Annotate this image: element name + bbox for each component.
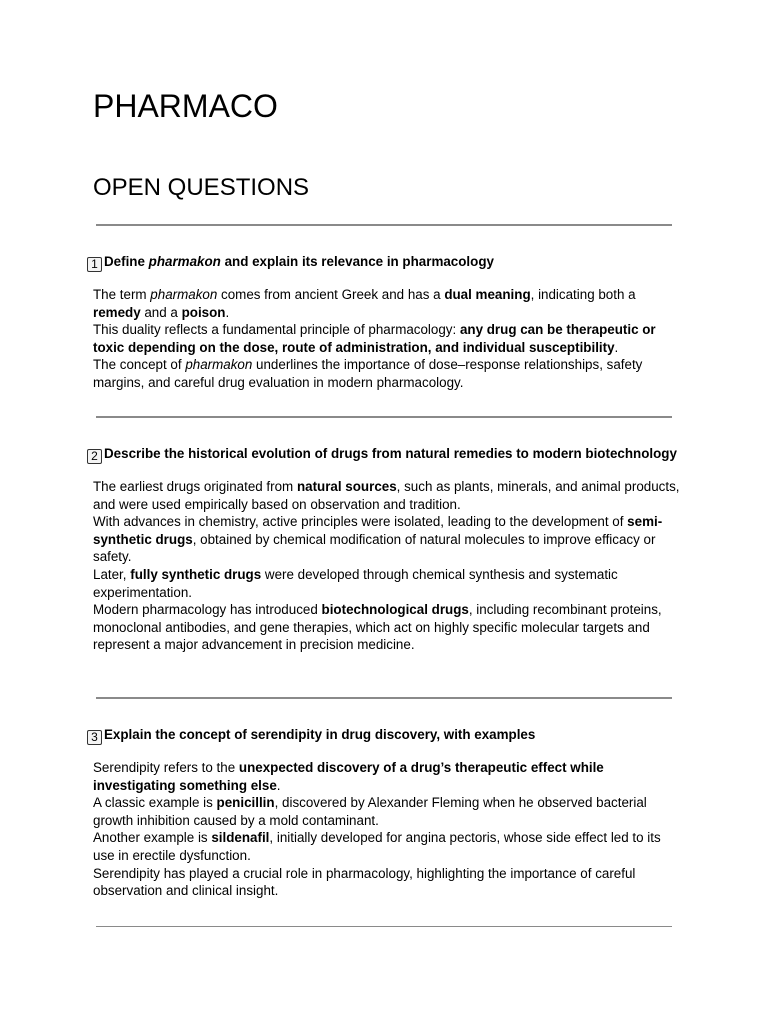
question-heading — [87, 445, 683, 464]
answer-paragraph — [93, 321, 683, 356]
text-run: Define — [104, 254, 149, 269]
bold-text: natural sources — [296, 479, 397, 494]
section-divider — [96, 416, 672, 418]
answer-paragraph — [93, 865, 683, 900]
answer-body — [93, 286, 683, 392]
question-number-badge: 1 — [87, 257, 102, 272]
text-run: , including recombinant proteins, monoclonal antibodies, and gene therapies, which act on highly specific molecular targets and represent a major advancement in precision medicine. — [93, 602, 662, 653]
answer-paragraph — [93, 356, 683, 391]
text-run: The term — [93, 287, 151, 302]
question-heading — [87, 253, 683, 272]
text-run: Explain the concept of serendipity in drug discovery, with examples — [104, 727, 536, 742]
question-block — [87, 726, 683, 900]
text-run: and a — [140, 304, 182, 320]
text-run: , indicating both a — [530, 287, 636, 302]
text-run: were developed through chemical synthesis and systematic experimentation. — [93, 566, 618, 600]
section-divider — [96, 224, 672, 226]
text-run: . — [614, 339, 619, 355]
answer-paragraph — [93, 513, 683, 566]
text-run: The concept of — [93, 357, 186, 373]
question-block — [87, 445, 683, 654]
text-run: This duality reflects a fundamental principle of pharmacology: — [93, 322, 460, 338]
bold-text: fully synthetic drugs — [130, 566, 262, 582]
text-run: With advances in chemistry, active principles were isolated, leading to the development of — [93, 514, 628, 530]
text-run: . — [225, 304, 230, 320]
text-run: Serendipity has played a crucial role in pharmacology, highlighting the importance of careful observation and clinical insight. — [93, 865, 636, 899]
text-run: Later, — [93, 566, 131, 582]
text-run: Serendipity refers to the — [93, 760, 239, 775]
bold-text: semi-synthetic drugs — [93, 514, 663, 547]
text-run: The earliest drugs originated from — [93, 479, 297, 494]
question-heading — [87, 726, 683, 745]
text-run: Describe the historical evolution of drugs from natural remedies to modern biotechnology — [104, 446, 677, 461]
answer-paragraph — [93, 286, 683, 321]
bold-text: poison — [181, 304, 226, 320]
text-run: Another example is — [93, 830, 212, 846]
text-run: Modern pharmacology has introduced — [93, 602, 322, 618]
text-run: underlines the importance of dose–response relationships, safety margins, and careful drug evaluation in modern pharmacology. — [93, 357, 643, 390]
text-run: , such as plants, minerals, and animal products, and were used empirically based on observation and tradition. — [93, 479, 680, 512]
answer-paragraph — [93, 759, 683, 794]
text-run: , obtained by chemical modification of natural molecules to improve efficacy or safety. — [93, 531, 656, 565]
question-number-badge: 3 — [87, 730, 102, 745]
answer-paragraph — [93, 829, 683, 864]
document-title: PHARMACO — [93, 88, 278, 124]
bold-text: remedy — [93, 304, 141, 320]
text-run: . — [276, 777, 281, 793]
text-run: comes from ancient Greek and has a — [217, 287, 445, 302]
section-divider — [96, 926, 672, 927]
italic-text: pharmakon — [150, 287, 218, 302]
document-subtitle: OPEN QUESTIONS — [93, 174, 310, 201]
question-block — [87, 253, 683, 392]
bold-text: any drug can be therapeutic or toxic depending on the dose, route of administration, and individual susceptibility — [93, 322, 656, 355]
bold-text: penicillin — [216, 795, 275, 811]
answer-paragraph — [93, 794, 683, 829]
answer-paragraph — [93, 566, 683, 601]
question-heading-text — [104, 254, 494, 269]
italic-text: pharmakon — [148, 254, 221, 269]
italic-text: pharmakon — [185, 357, 253, 373]
bold-text: sildenafil — [211, 830, 270, 846]
text-run: , initially developed for angina pectoris, whose side effect led to its use in erectile dysfunction. — [93, 830, 661, 863]
text-run: A classic example is — [93, 795, 217, 811]
question-heading-text — [104, 446, 677, 461]
bold-text: dual meaning — [444, 287, 531, 302]
answer-paragraph — [93, 601, 683, 654]
bold-text: unexpected discovery of a drug’s therapeutic effect while investigating something else — [93, 760, 604, 793]
question-number-badge: 2 — [87, 449, 102, 464]
section-divider — [96, 697, 672, 699]
question-heading-text — [104, 727, 535, 742]
text-run: and explain its relevance in pharmacology — [220, 254, 494, 269]
bold-text: biotechnological drugs — [321, 602, 469, 618]
answer-body — [93, 759, 683, 900]
answer-body — [93, 478, 683, 654]
answer-paragraph — [93, 478, 683, 513]
text-run: , discovered by Alexander Fleming when he observed bacterial growth inhibition caused by a mold contaminant. — [93, 795, 647, 828]
